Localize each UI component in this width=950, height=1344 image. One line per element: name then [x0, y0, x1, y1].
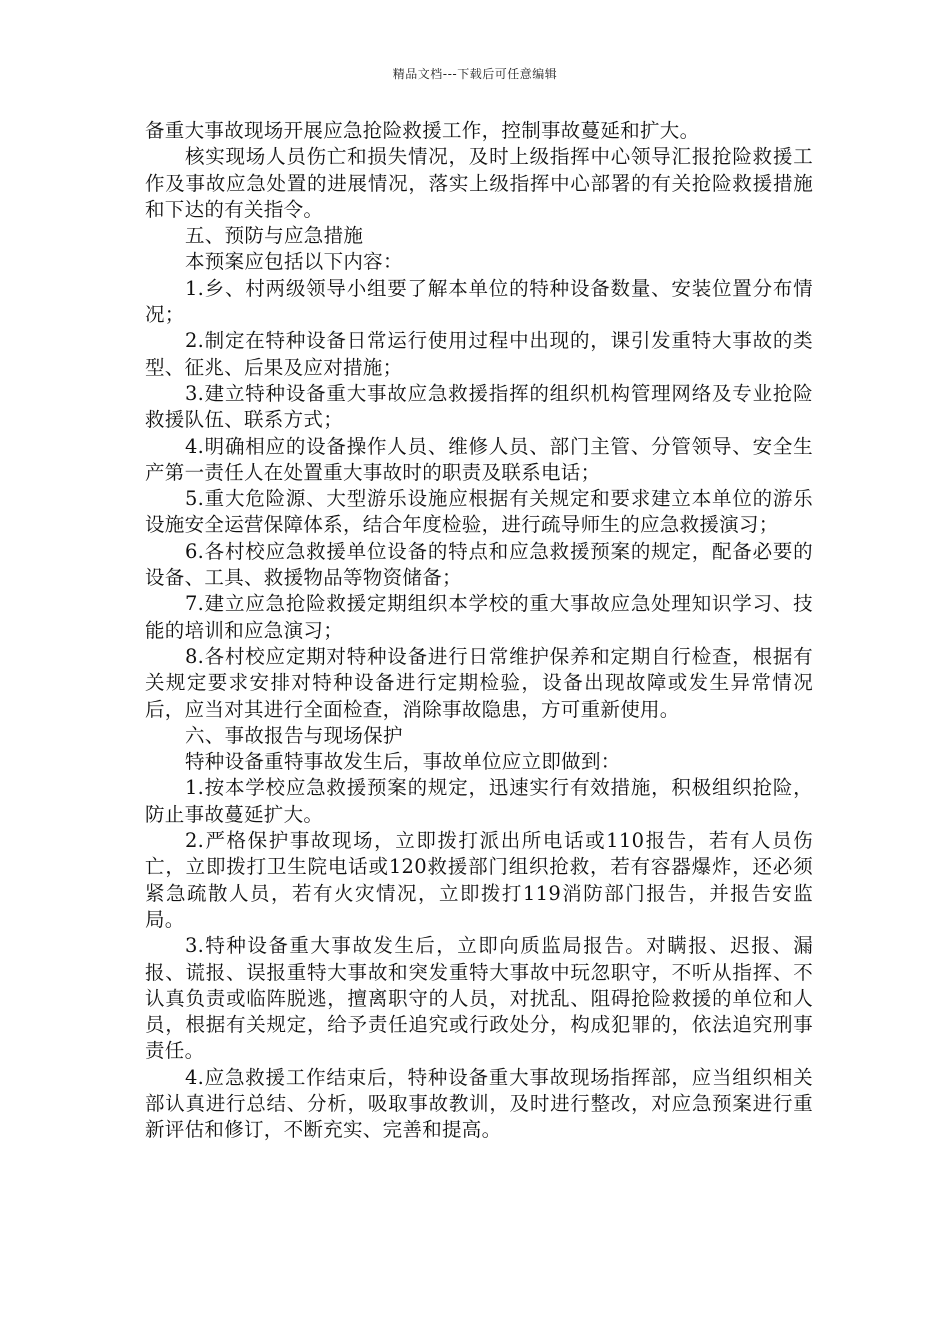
list-item: 4.应急救援工作结束后，特种设备重大事故现场指挥部，应当组织相关部认真进行总结、分析，吸取事故教训，及时进行整改，对应急预案进行重新评估和修订，不断充实、完善和提高。 [145, 1065, 813, 1142]
list-item: 7.建立应急抢险救援定期组织本学校的重大事故应急处理知识学习、技能的培训和应急演习； [145, 592, 813, 642]
section-heading: 六、事故报告与现场保护 [184, 723, 403, 747]
paragraph: 核实现场人员伤亡和损失情况，及时上级指挥中心领导汇报抢险救援工作及事故应急处置的进展情况，落实上级指挥中心部署的有关抢险救援措施和下达的有关指令。 [145, 145, 813, 221]
list-item: 8.各村校应定期对特种设备进行日常维护保养和定期自行检查，根据有关规定要求安排对特种设备进行定期检验，设备出现故障或发生异常情况后，应当对其进行全面检查，消除事故隐患，方可重新使用。 [145, 644, 813, 721]
document-body [145, 118, 813, 1144]
section-heading: 五、预防与应急措施 [184, 224, 364, 248]
list-item: 3.特种设备重大事故发生后，立即向质监局报告。对瞒报、迟报、漏报、谎报、误报重特大事故和突发重特大事故中玩忽职守，不听从指挥、不认真负责或临阵脱逃，擅离职守的人员，对扰乱、阻碍抢险救援的单位和人员，根据有关规定，给予责任追究或行政处分，构成犯罪的，依法追究刑事责任。 [145, 934, 813, 1063]
list-item: 1.按本学校应急救援预案的规定，迅速实行有效措施，积极组织抢险，防止事故蔓延扩大。 [145, 776, 813, 826]
list-item: 5.重大危险源、大型游乐设施应根据有关规定和要求建立本单位的游乐设施安全运营保障体系，结合年度检验，进行疏导师生的应急救援演习； [145, 487, 813, 537]
list-item: 2.严格保护事故现场，立即拨打派出所电话或110报告，若有人员伤亡，立即拨打卫生院电话或120救援部门组织抢救，若有容器爆炸，还必须紧急疏散人员，若有火灾情况，立即拨打119消防部门报告，并报告安监局。 [145, 829, 813, 931]
paragraph: 特种设备重特事故发生后，事故单位应立即做到： [184, 750, 621, 774]
list-item: 4.明确相应的设备操作人员、维修人员、部门主管、分管领导、安全生产第一责任人在处置重大事故时的职责及联系电话； [145, 434, 813, 484]
page-header: 精品文档---下载后可任意编辑 [392, 67, 558, 81]
list-item: 2.制定在特种设备日常运行使用过程中出现的，课引发重特大事故的类型、征兆、后果及应对措施； [145, 329, 813, 379]
list-item: 3.建立特种设备重大事故应急救援指挥的组织机构管理网络及专业抢险救援队伍、联系方式； [145, 381, 813, 432]
paragraph: 备重大事故现场开展应急抢险救援工作，控制事故蔓延和扩大。 [145, 119, 700, 142]
paragraph: 本预案应包括以下内容： [184, 250, 403, 274]
list-item: 1.乡、村两级领导小组要了解本单位的特种设备数量、安装位置分布情况； [145, 276, 813, 327]
list-item: 6.各村校应急救援单位设备的特点和应急救援预案的规定，配备必要的设备、工具、救援物品等物资储备； [145, 539, 813, 590]
